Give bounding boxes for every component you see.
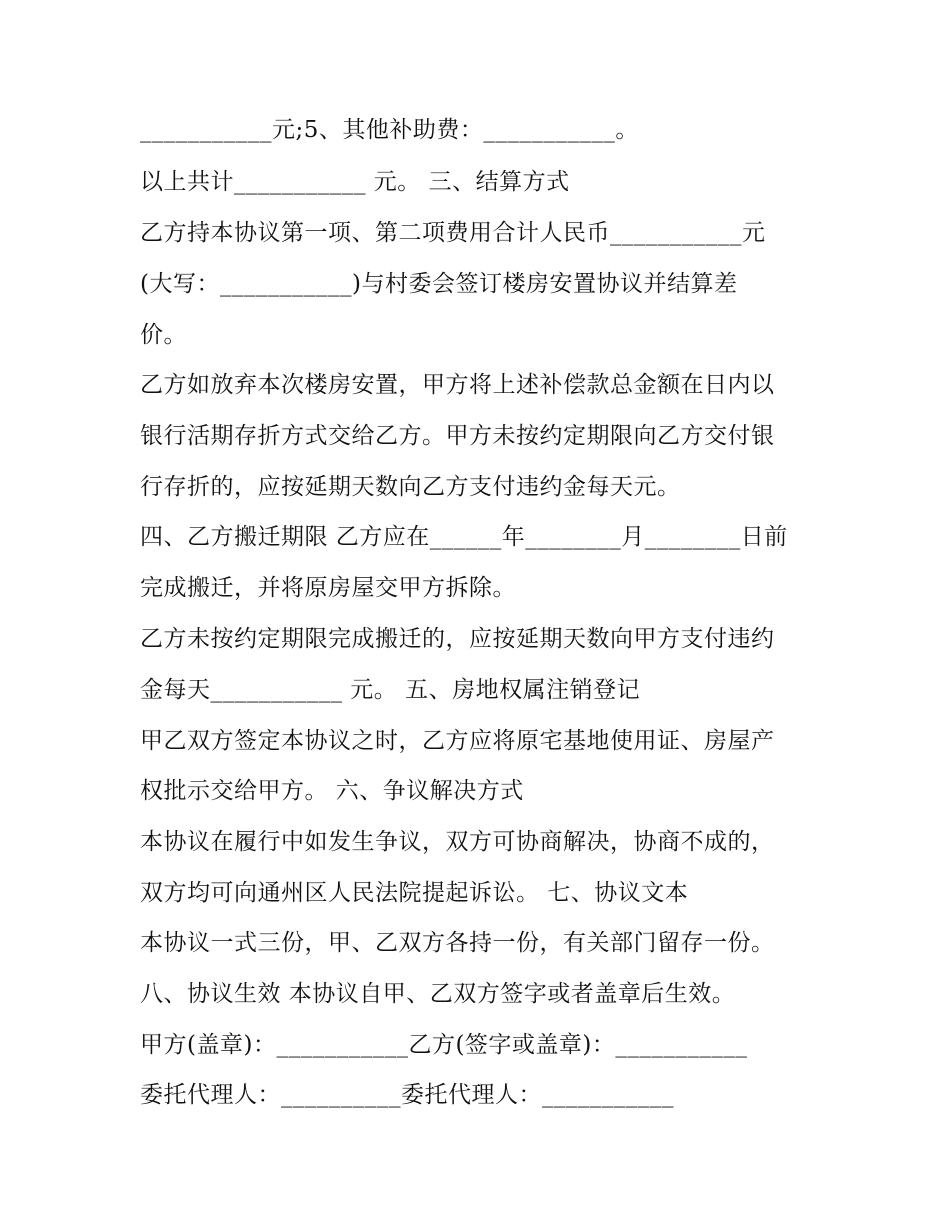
text-line: 以上共计___________ 元。 三、结算方式 [140,169,570,195]
text-line: 乙方持本协议第一项、第二项费用合计人民币___________元 [140,220,766,246]
text-line: 乙方如放弃本次楼房安置，甲方将上述补偿款总金额在日内以 [140,372,775,398]
text-line: 甲乙双方签定本协议之时，乙方应将原宅基地使用证、房屋产 [140,728,775,754]
text-line: 八、协议生效 本协议自甲、乙双方签字或者盖章后生效。 [140,981,736,1007]
text-line: 完成搬迁，并将原房屋交甲方拆除。 [140,575,516,601]
text-line: 价。 [140,322,187,348]
text-line: 四、乙方搬迁期限 乙方应在______年________月________日前 [140,524,788,550]
text-line: (大写：___________)与村委会签订楼房安置协议并结算差 [140,271,738,297]
text-line: 双方均可向通州区人民法院提起诉讼。 七、协议文本 [140,880,689,906]
text-line: 乙方未按约定期限完成搬迁的，应按延期天数向甲方支付违约 [140,626,775,652]
text-line: 权批示交给甲方。 六、争议解决方式 [140,778,524,804]
text-line: 行存折的，应按延期天数向乙方支付违约金每天元。 [140,474,681,500]
text-line: 金每天___________ 元。 五、房地权属注销登记 [140,677,641,703]
text-line: ___________元;5、其他补助费：___________。 [140,117,639,143]
text-line: 银行活期存折方式交给乙方。甲方未按约定期限向乙方交付银 [140,423,775,449]
text-line: 委托代理人：__________委托代理人：___________ [140,1082,674,1108]
text-line: 本协议一式三份，甲、乙双方各持一份，有关部门留存一份。 [140,930,775,956]
text-line: 甲方(盖章)：___________乙方(签字或盖章)：___________ [140,1032,748,1058]
text-line: 本协议在履行中如发生争议，双方可协商解决，协商不成的， [140,829,775,855]
